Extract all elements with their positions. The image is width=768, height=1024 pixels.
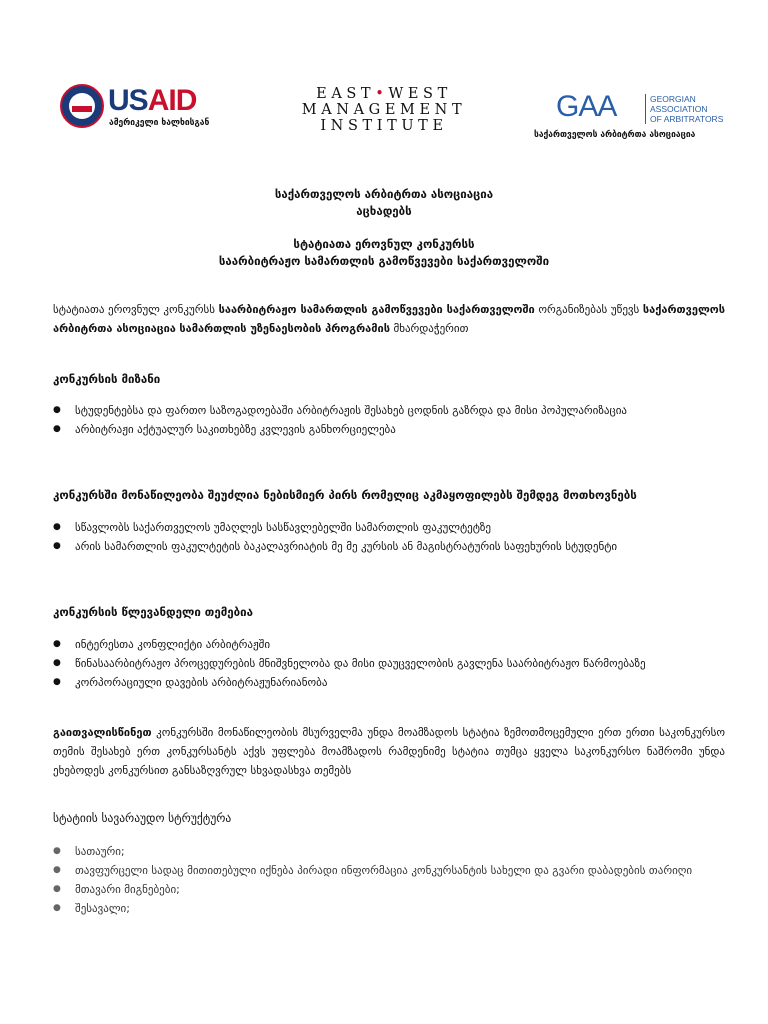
list-item: ● სტუდენტებსა და ფართო საზოგადოებაში არბიტრაჟის შესახებ ცოდნის გაზრდა და მისი პოპულარიზაცია [53,401,725,420]
list-item: ● სათაური; [53,842,725,861]
list-item: ● არის სამართლის ფაკულტეტის ბაკალავრიატის მე მე კურსის ან მაგისტრატურის საფეხურის სტუდენტი [53,537,725,556]
eligibility-list [53,518,725,556]
usaid-logo [60,84,220,136]
list-item: ● კორპორაციული დავების არბიტრაჟუნარიანობა [53,673,725,692]
competition-title: სტატიათა ეროვნულ კონკურსს საარბიტრაჟო სამართლის გამოწვევები საქართველოში [218,237,550,268]
usaid-subtitle: ამერიკელი ხალხისგან [109,118,210,128]
structure-heading: სტატიის სავარაუდო სტრუქტურა [53,811,232,825]
list-item: ● შესავალი; [53,899,725,918]
goal-heading: კონკურსის მიზანი [53,372,161,386]
gaa-subtitle: საქართველოს არბიტრთა ასოციაცია [534,130,696,140]
note-paragraph: გაითვალისწინეთ კონკურსში მონაწილეობის მსურველმა უნდა მოამზადოს სტატია ზემოთმოცემული ერთ ერთი საკონკურსო თემის შესახებ ერთ კონკურსანტს აქვს უფლება მოამზადოს რამდენიმე სტატია თუმცა ყველა საკონკურსო ნაშრომი უნდა ეხებოდეს კონკურსით განსაზღვრულ სხვადასხვა თემებს [53,726,725,777]
topics-list [53,635,725,692]
ewmi-logo: EAST•WEST MANAGEMENT INSTITUTE [301,86,467,134]
structure-list [53,842,725,918]
list-item: ● სწავლობს საქართველოს უმაღლეს სასწავლებელში სამართლის ფაკულტეტზე [53,518,725,537]
topics-heading: კონკურსის წლევანდელი თემებია [53,605,253,619]
announcement-header: საქართველოს არბიტრთა ასოციაცია აცხადებს [274,187,494,218]
usaid-seal-icon [60,84,104,128]
list-item: ● წინასაარბიტრაჟო პროცედურების მნიშვნელობა და მისი დაუცველობის გავლენა საარბიტრაჟო წარმოებაზე [53,654,725,673]
list-item: ● თავფურცელი სადაც მითითებული იქნება პირადი ინფორმაცია კონკურსანტის სახელი და გვარი დაბადების თარიღი [53,861,725,880]
list-item: ● მთავარი მიგნებები; [53,880,725,899]
usaid-wordmark: USAID [108,84,197,117]
gaa-logo: GAA GEORGIAN ASSOCIATION OF ARBITRATORS საქართველოს არბიტრთა ასოციაცია [534,90,724,140]
list-item: ● ინტერესთა კონფლიქტი არბიტრაჟში [53,635,725,654]
intro-paragraph: სტატიათა ეროვნულ კონკურსს საარბიტრაჟო სამართლის გამოწვევები საქართველოში ორგანიზებას უწევს საქართველოს არბიტრთა ასოციაცია სამართლის უზენაესობის პროგრამის მხარდაჭერით [53,303,725,335]
eligibility-heading: კონკურსში მონაწილეობა შეუძლია ნებისმიერ პირს რომელიც აკმაყოფილებს შემდეგ მოთხოვნებს [53,488,637,502]
goal-list [53,401,725,439]
list-item: ● არბიტრაჟი აქტუალურ საკითხებზე კვლევის განხორციელება [53,420,725,439]
